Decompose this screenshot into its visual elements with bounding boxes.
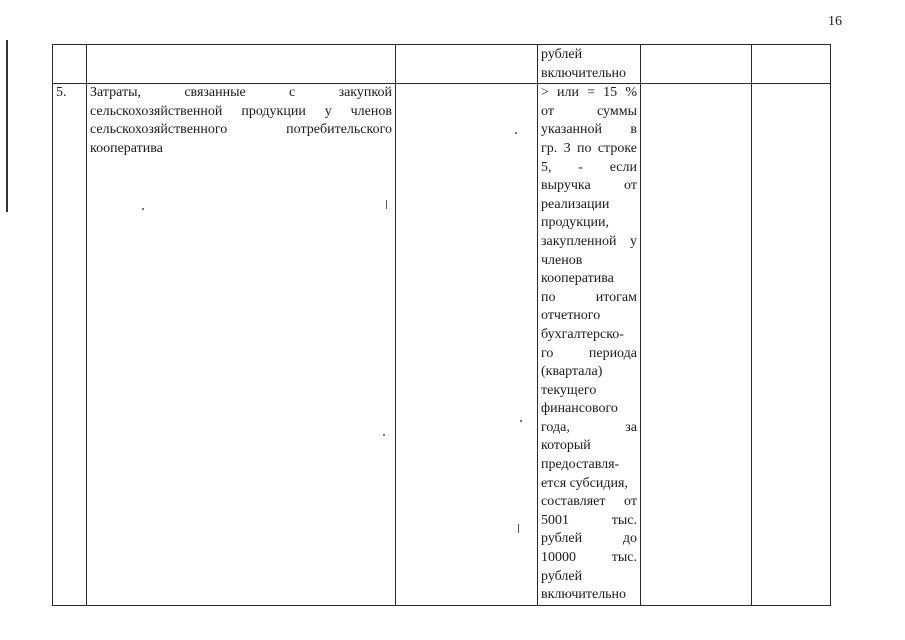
- cell-condition: [538, 45, 641, 84]
- name-line: Затраты, связанные с закупкой: [90, 85, 392, 101]
- page-number: 16: [828, 14, 842, 29]
- scan-speck: [515, 132, 517, 134]
- margin-scan-mark: [6, 40, 8, 212]
- cell-condition: [538, 84, 641, 606]
- scan-speck: [383, 434, 385, 436]
- condition-line: который: [541, 438, 591, 454]
- condition-line: 5001 тыс.: [541, 512, 637, 528]
- condition-line: от суммы: [541, 103, 637, 119]
- condition-line: рублей до: [541, 531, 637, 547]
- cell-expense-name: [87, 84, 396, 606]
- condition-line: указанной в: [541, 122, 637, 138]
- condition-line: финансового: [541, 401, 618, 417]
- condition-line: го периода: [541, 345, 637, 361]
- condition-line: > или = 15 %: [541, 85, 637, 101]
- scan-speck: [142, 208, 144, 210]
- condition-line: членов: [541, 252, 583, 268]
- condition-line: года, за: [541, 419, 637, 435]
- condition-line: по итогам: [541, 289, 637, 305]
- condition-line: составляет от: [541, 494, 637, 510]
- condition-line: ется субсидия,: [541, 475, 628, 491]
- cell-number: 5.: [53, 84, 87, 606]
- subsidy-conditions-table: [52, 44, 831, 606]
- condition-line: закупленной у: [541, 233, 637, 249]
- name-line: сельскохозяйственного потребительского: [90, 122, 392, 138]
- condition-line: отчетного: [541, 308, 601, 324]
- cell-column-3: [396, 45, 538, 84]
- condition-line: предоставля-: [541, 457, 620, 473]
- scan-speck: [520, 420, 522, 422]
- cell-column-6: [752, 84, 831, 606]
- scan-speck: [518, 524, 519, 533]
- condition-line: выручка от: [541, 178, 637, 194]
- condition-line: включительно: [541, 587, 627, 603]
- cell-column-5: [641, 84, 752, 606]
- condition-line: текущего: [541, 382, 597, 398]
- cell-column-6: [752, 45, 831, 84]
- cell-column-3: [396, 84, 538, 606]
- condition-line: кооператива: [541, 271, 614, 287]
- condition-line: бухгалтерско-: [541, 326, 624, 342]
- cell-expense-name: [87, 45, 396, 84]
- table-row-5: [53, 84, 831, 606]
- condition-line: рублей: [541, 568, 583, 584]
- condition-line: (квартала): [541, 364, 603, 380]
- condition-line: рублей: [541, 47, 583, 62]
- condition-line: гр. 3 по строке: [541, 140, 637, 156]
- cell-column-5: [641, 45, 752, 84]
- condition-line: 5, - если: [541, 159, 637, 175]
- cell-number: [53, 45, 87, 84]
- condition-line: 10000 тыс.: [541, 550, 637, 566]
- condition-line: продукции,: [541, 215, 609, 231]
- condition-line: реализации: [541, 196, 610, 212]
- name-line: кооператива: [90, 140, 163, 156]
- table-row-continuation: [53, 45, 831, 84]
- condition-line: включительно: [541, 65, 627, 81]
- name-line: сельскохозяйственной продукции у членов: [90, 103, 392, 119]
- scan-speck: [386, 200, 387, 209]
